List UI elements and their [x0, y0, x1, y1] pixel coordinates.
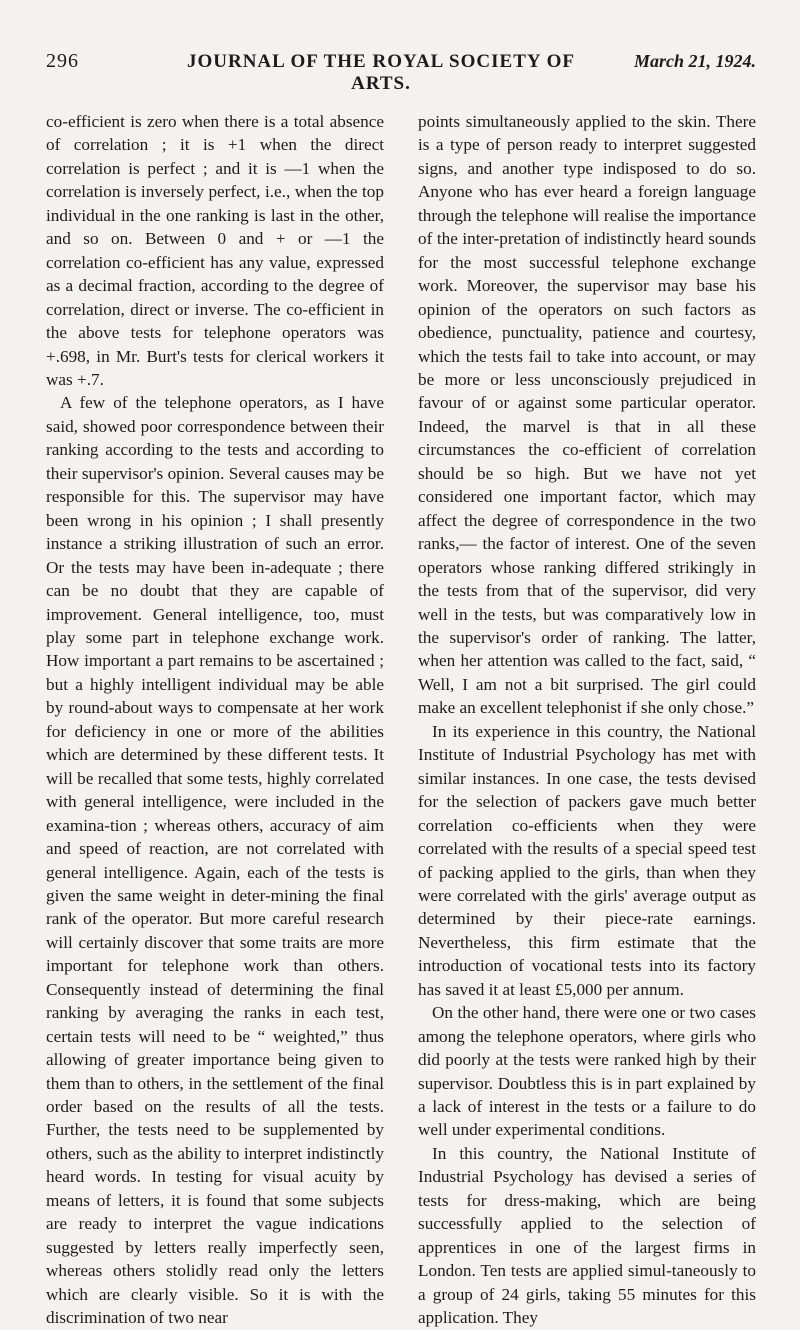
- article-body: [46, 110, 756, 1328]
- paragraph: points simultaneously applied to the skin. There is a type of person ready to interpret suggested signs, and another type indisposed to do so. Anyone who has ever heard a foreign language through the telephone will realise the importance of the inter-pretation of indistinctly heard sounds for the most successful telephone exchange work. Moreover, the supervisor may base his opinion of the operators on such factors as obedience, punctuality, patience and courtesy, which the tests fail to take into account, or may be more or less unconsciously prejudiced in favour of or against some particular operator. Indeed, the marvel is that in all these circumstances the co-efficient of correlation should be so high. But we have not yet considered one important factor, which may affect the degree of correspondence in the two ranks,— the factor of interest. One of the seven operators whose ranking differed strikingly in the tests from that of the supervisor, did very well in the tests, but was comparatively low in the supervisor's order of ranking. The latter, when her attention was called to the fact, said, “ Well, I am not a bit surprised. The girl could make an excellent telephonist if she only chose.”: [418, 112, 756, 718]
- paragraph: A few of the telephone operators, as I have said, showed poor correspondence between their ranking according to the tests and according to their supervisor's opinion. Several causes may be responsible for this. The supervisor may have been wrong in his opinion ; I shall presently instance a striking illustration of such an error. Or the tests may have been in-adequate ; there can be no doubt that they are capable of improvement. General intelligence, too, must play some part in telephone exchange work. How important a part remains to be ascertained ; but a highly intelligent individual may be able by round-about ways to compensate at her work for deficiency in one or more of the abilities which are determined by these different tests. It will be recalled that some tests, highly correlated with general intelligence, were included in the examina-tion ; whereas others, accuracy of aim and speed of reaction, are not correlated with general intelligence. Again, each of the tests is given the same weight in deter-mining the final rank of the operator. But more careful research will certainly discover that some traits are more important for telephone work than others. Consequently instead of determining the final ranking by averaging the ranks in each test, certain tests will need to be “ weighted,” thus allowing of greater importance being given to them than to others, in the settlement of the final order based on the results of all the tests. Further, the tests need to be supplemented by others, such as the ability to interpret indistinctly heard words. In testing for visual acuity by means of letters, it is found that some subjects are ready to interpret the vague indications suggested by letters really imperfectly seen, whereas others stolidly read only the letters which are clearly visible. So it is with the discrimination of two near: [46, 393, 384, 1328]
- paragraph: In this country, the National Institute of Industrial Psychology has devised a series of tests for dress-making, which are being successfully applied to the selection of apprentices in one of the largest firms in London. Ten tests are applied simul-taneously to a group of 24 girls, taking 55 minutes for this application. They: [418, 1143, 756, 1328]
- paragraph: co-efficient is zero when there is a total absence of correlation ; it is +1 when the direct correlation is perfect ; and it is —1 when the correlation is inversely perfect, i.e., when the top individual in the one ranking is last in the other, and so on. Between 0 and + or —1 the correlation co-efficient has any value, expressed as a decimal fraction, according to the degree of correlation, direct or inverse. The co-efficient in the above tests for telephone operators was +.698, in Mr. Burt's tests for clerical workers it was +.7.: [46, 112, 384, 389]
- right-column: [418, 110, 756, 1328]
- page-number: 296: [46, 50, 79, 72]
- journal-title: JOURNAL OF THE ROYAL SOCIETY OF ARTS.: [186, 51, 576, 94]
- page-header: [46, 50, 756, 94]
- paragraph: In its experience in this country, the National Institute of Industrial Psychology has met with similar instances. In one case, the tests devised for the selection of packers gave much better correlation co-efficients when they were correlated with the results of a special speed test of packing applied to the girls, than when they were correlated with the girls' average output as determined by their piece-rate earnings. Nevertheless, this firm estimate that the introduction of vocational tests into its factory has saved it at least £5,000 per annum.: [418, 721, 756, 999]
- issue-date: March 21, 1924.: [633, 51, 756, 71]
- left-column: [46, 110, 384, 1328]
- paragraph: On the other hand, there were one or two cases among the telephone operators, where girls who did poorly at the tests were ranked high by their supervisor. Doubtless this is in part explained by a lack of interest in the tests or a failure to do well under experimental conditions.: [418, 1003, 756, 1140]
